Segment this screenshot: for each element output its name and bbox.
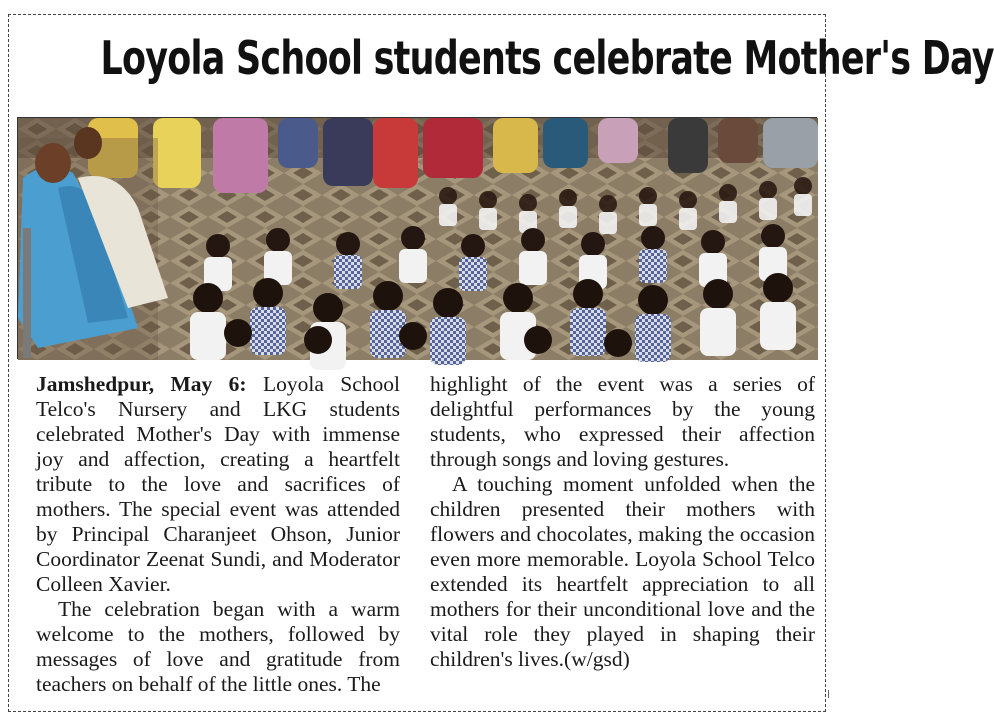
article-column-left xyxy=(36,372,400,697)
headline: Loyola School students celebrate Mother's Day xyxy=(100,31,994,85)
article-photo xyxy=(17,117,817,359)
children-audience-photo xyxy=(18,118,818,360)
paragraph-2: The celebration began with a warm welcome to the mothers, followed by messages of love and gratitude from teachers on behalf of the little ones. The xyxy=(36,597,400,696)
teacher-figure xyxy=(18,127,168,360)
paragraph-2-continued: highlight of the event was a series of delightful performances by the young students, who expressed their affection through songs and loving gestures. xyxy=(430,372,815,471)
article-column-right xyxy=(430,372,815,672)
paragraph-1-body: Loyola School Telco's Nursery and LKG students celebrated Mother's Day with immense joy and affection, creating a heartfelt tribute to the love and sacrifices of mothers. The special event was attended by Principal Charanjeet Ohson, Junior Coordinator Zeenat Sundi, and Moderator Colleen Xavier. xyxy=(36,372,401,596)
paragraph-3: A touching moment unfolded when the children presented their mothers with flowers and chocolates, making the occasion even more memorable. Loyola School Telco extended its heartfelt appreciation to all mothers for their unconditional love and the vital role they played in shaping their children's lives.(w/gsd) xyxy=(430,472,815,671)
dateline: Jamshedpur, May 6: xyxy=(36,372,247,396)
paragraph-1 xyxy=(36,372,400,597)
clipping-corner-mark xyxy=(828,690,837,698)
